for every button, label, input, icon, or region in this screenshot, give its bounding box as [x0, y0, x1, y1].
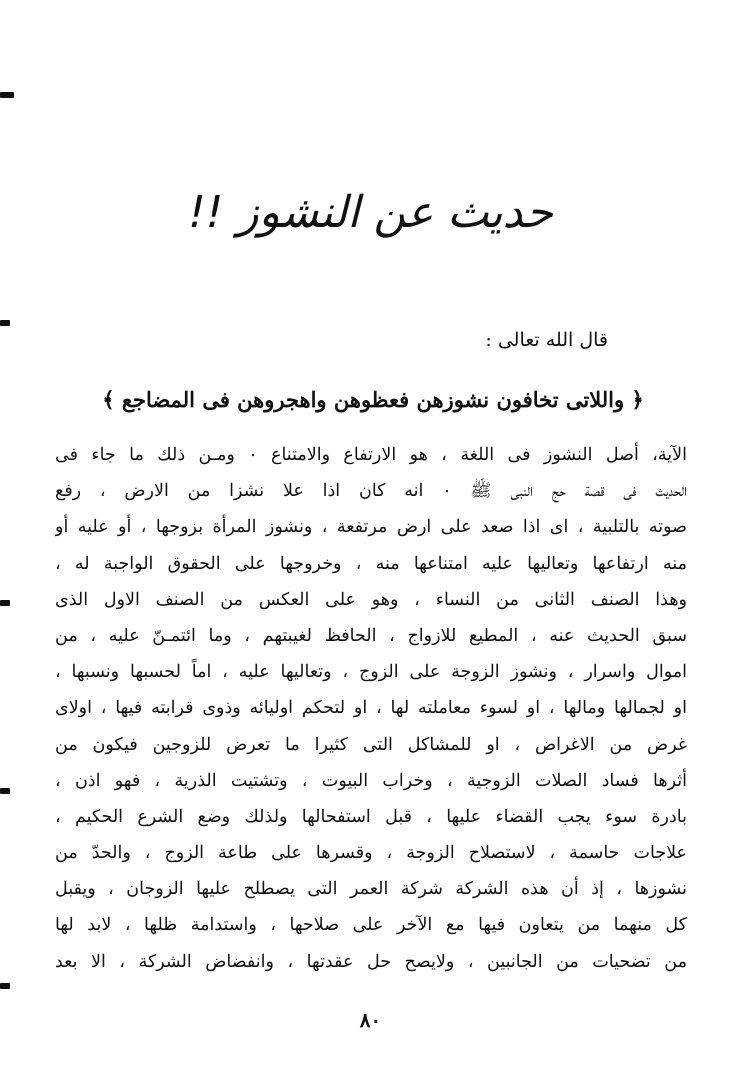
body-line: اموال واسرار ، ونشوز الزوجة على الزوج ، وتعاليها عليه ، اماً لحسبها ونسبها ، [55, 662, 687, 683]
body-line: علاجات حاسمة ، لاستصلاح الزوجة ، وقسرها على طاعة الزوج ، والحدّ من [55, 843, 687, 864]
scan-edge-mark [0, 983, 10, 989]
body-line: وهذا الصنف الثانى من النساء ، وهو على العكس من الصنف الاول الذى [55, 589, 687, 610]
verse-open-bracket: ﴿ [631, 387, 644, 412]
body-line: غرض من الاغراض ، او للمشاكل التى كثيرا ما تعرض للزوجين فيكون من [55, 734, 687, 755]
scan-edge-mark [0, 788, 10, 794]
quranic-verse [60, 380, 686, 420]
body-line: كل منهما من يتعاون فيها مع الآخر على صلاحها ، واستدامة ظلها ، لابد لها [55, 915, 687, 936]
body-line: الآية، أصل النشوز فى اللغة ، هو الارتفاع والامتناع ٠ ومـن ذلك ما جاء فى [55, 445, 687, 465]
body-line: او لجمالها ومالها ، او لسوء معاملته لها ، او لتحكم اوليائه وذوى قرابته فيها ، اولاى [55, 698, 687, 719]
body-text [55, 437, 687, 980]
body-line: نشوزها ، إذ أن هذه الشركة شركة العمر التى يصطلح عليها الزوجان ، ويقبل [55, 879, 687, 900]
body-line: سبق الحديث عنه ، المطيع للازواج ، الحافظ لغيبتهم ، وما ائتمـنّ عليه ، من [55, 625, 687, 646]
verse-text: واللاتى تخافون نشوزهن فعظوهن واهجروهن فى المضاجع [121, 387, 625, 412]
scan-edge-mark [0, 600, 10, 606]
scan-edge-mark [0, 320, 10, 326]
verse-close-bracket: ﴾ [102, 387, 115, 412]
body-line: الحديث فى قصة حج النبى ﷺ ٠ انه كان اذا علا نشزا من الارض ، رفع [55, 481, 687, 502]
body-line: بادرة سوء يجب القضاء عليها ، قبل استفحالها ولذلك وضع الشرع الحكيم ، [55, 806, 687, 827]
body-line: منه ارتفاعها وتعاليها عليه امتناعها منه ، وخروجها على الحقوق الواجبة له ، [55, 553, 687, 574]
body-line: أثرها فساد الصلات الزوجية ، وخراب البيوت ، وتشتيت الذرية ، فهو اذن ، [55, 770, 687, 791]
body-line: صوته بالتلبية ، اى اذا صعد على ارض مرتفعة ، ونشوز المرأة بزوجها ، أو عليه أو [55, 517, 687, 538]
page-title: حديث عن النشوز !! [188, 187, 553, 238]
page-number: ٨٠ [359, 1008, 382, 1032]
intro-line: قال الله تعالى : [485, 329, 608, 351]
body-line: من تضحيات من الجانبين ، ولايصح حل عقدتها ، وانفضاض الشركة ، الا بعد [55, 951, 687, 972]
scan-edge-mark [0, 92, 14, 98]
